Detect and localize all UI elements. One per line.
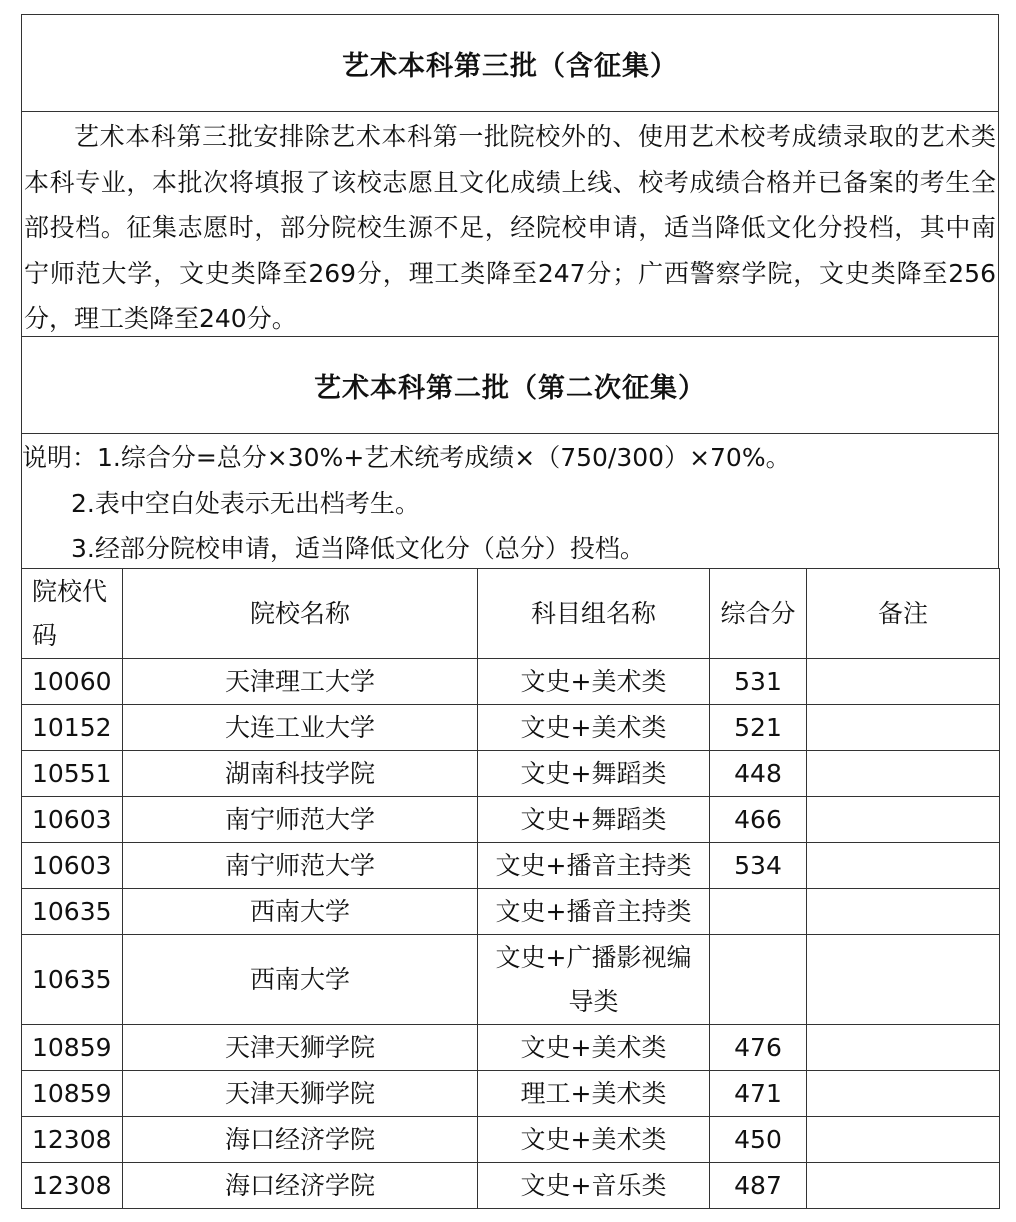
header-name: 院校名称 <box>123 569 478 659</box>
cell-name: 海口经济学院 <box>123 1117 478 1163</box>
cell-note <box>807 751 1000 797</box>
note-1: 说明：1.综合分=总分×30%+艺术统考成绩×（750/300）×70%。 <box>22 443 791 472</box>
cell-code: 12308 <box>22 1163 123 1209</box>
cell-code: 10551 <box>22 751 123 797</box>
cell-group: 文史+美术类 <box>478 705 710 751</box>
cell-score: 450 <box>710 1117 807 1163</box>
table-row <box>22 751 1000 797</box>
table-row <box>22 659 1000 705</box>
cell-note <box>807 659 1000 705</box>
table-row <box>22 843 1000 889</box>
document-frame <box>21 14 999 569</box>
cell-name: 大连工业大学 <box>123 705 478 751</box>
cell-code: 10635 <box>22 935 123 1025</box>
header-code: 院校代码 <box>22 569 123 659</box>
header-note: 备注 <box>807 569 1000 659</box>
cell-note <box>807 1071 1000 1117</box>
cell-score: 531 <box>710 659 807 705</box>
cell-score <box>710 935 807 1025</box>
notes <box>22 434 998 569</box>
cell-group: 理工+美术类 <box>478 1071 710 1117</box>
cell-note <box>807 889 1000 935</box>
note-3: 3.经部分院校申请，适当降低文化分（总分）投档。 <box>71 534 645 563</box>
note-2: 2.表中空白处表示无出档考生。 <box>71 488 420 518</box>
table-row <box>22 705 1000 751</box>
section2-title: 艺术本科第二批（第二次征集） <box>22 337 998 434</box>
cell-score: 521 <box>710 705 807 751</box>
cell-name: 天津天狮学院 <box>123 1071 478 1117</box>
cell-group: 文史+美术类 <box>478 659 710 705</box>
cell-name: 天津理工大学 <box>123 659 478 705</box>
cell-score: 487 <box>710 1163 807 1209</box>
admission-table <box>21 568 1000 1209</box>
table-row <box>22 1071 1000 1117</box>
cell-name: 海口经济学院 <box>123 1163 478 1209</box>
table-row <box>22 1163 1000 1209</box>
cell-code: 10859 <box>22 1025 123 1071</box>
cell-note <box>807 935 1000 1025</box>
table-header-row <box>22 569 1000 659</box>
cell-group: 文史+美术类 <box>478 1117 710 1163</box>
table-row <box>22 1025 1000 1071</box>
cell-score: 534 <box>710 843 807 889</box>
cell-code: 10635 <box>22 889 123 935</box>
cell-name: 天津天狮学院 <box>123 1025 478 1071</box>
cell-group: 文史+音乐类 <box>478 1163 710 1209</box>
cell-group: 文史+播音主持类 <box>478 889 710 935</box>
cell-score <box>710 889 807 935</box>
cell-score: 476 <box>710 1025 807 1071</box>
table-row <box>22 797 1000 843</box>
cell-code: 12308 <box>22 1117 123 1163</box>
table-row <box>22 889 1000 935</box>
cell-group: 文史+广播影视编导类 <box>478 935 710 1025</box>
cell-name: 南宁师范大学 <box>123 843 478 889</box>
cell-note <box>807 843 1000 889</box>
cell-note <box>807 705 1000 751</box>
section3-title: 艺术本科第三批（含征集） <box>22 15 998 112</box>
cell-group: 文史+舞蹈类 <box>478 751 710 797</box>
cell-code: 10152 <box>22 705 123 751</box>
cell-name: 南宁师范大学 <box>123 797 478 843</box>
cell-code: 10060 <box>22 659 123 705</box>
cell-code: 10603 <box>22 843 123 889</box>
cell-code: 10603 <box>22 797 123 843</box>
cell-note <box>807 1163 1000 1209</box>
cell-name: 湖南科技学院 <box>123 751 478 797</box>
header-score: 综合分 <box>710 569 807 659</box>
cell-note <box>807 797 1000 843</box>
section3-paragraph: 艺术本科第三批安排除艺术本科第一批院校外的、使用艺术校考成绩录取的艺术类本科专业，本批次将填报了该校志愿且文化成绩上线、校考成绩合格并已备案的考生全部投档。征集志愿时，部分院校生源不足，经院校申请，适当降低文化分投档，其中南宁师范大学，文史类降至269分，理工类降至247分；广西警察学院，文史类降至256分，理工类降至240分。 <box>22 112 998 337</box>
cell-group: 文史+播音主持类 <box>478 843 710 889</box>
cell-score: 466 <box>710 797 807 843</box>
cell-score: 448 <box>710 751 807 797</box>
cell-note <box>807 1025 1000 1071</box>
cell-score: 471 <box>710 1071 807 1117</box>
cell-note <box>807 1117 1000 1163</box>
cell-name: 西南大学 <box>123 889 478 935</box>
table-row <box>22 1117 1000 1163</box>
cell-group: 文史+美术类 <box>478 1025 710 1071</box>
cell-name: 西南大学 <box>123 935 478 1025</box>
table-row <box>22 935 1000 1025</box>
header-group: 科目组名称 <box>478 569 710 659</box>
cell-group: 文史+舞蹈类 <box>478 797 710 843</box>
cell-code: 10859 <box>22 1071 123 1117</box>
